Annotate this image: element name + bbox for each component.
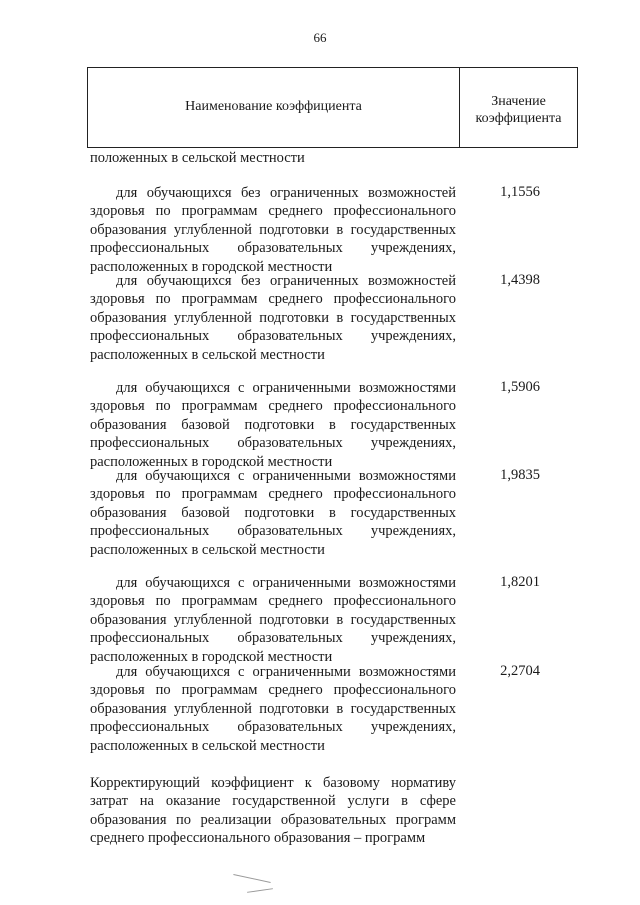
coefficient-value: 1,1556: [500, 184, 540, 200]
column-header-name: Наименование коэффициента: [185, 99, 362, 114]
scan-artifact: [233, 874, 270, 883]
coefficient-row-text: для обучающихся с ограниченными возможностями здоровья по программам среднего профессионального образования углубленной подготовки в государственных профессиональных образовательных учреждениях, расположенных в городской местности: [90, 575, 456, 665]
coefficient-row-text: для обучающихся без ограниченных возможностей здоровья по программам среднего профессионального образования углубленной подготовки в государственных профессиональных образовательных учреждениях, расположенных в городской местности: [90, 185, 456, 275]
coefficient-value: 1,5906: [500, 379, 540, 395]
scan-artifact: [247, 888, 273, 893]
coefficient-row-text: для обучающихся без ограниченных возможностей здоровья по программам среднего профессионального образования углубленной подготовки в государственных профессиональных образовательных учреждениях, расположенных в сельской местности: [90, 273, 456, 363]
column-header-value-line1: Значение: [491, 94, 546, 109]
column-header-value-line2: коэффициента: [475, 111, 562, 126]
coefficient-row-text: для обучающихся с ограниченными возможностями здоровья по программам среднего профессионального образования углубленной подготовки в государственных профессиональных образовательных учреждениях, расположенных в сельской местности: [90, 664, 456, 754]
coefficient-value: 1,9835: [500, 467, 540, 483]
closing-paragraph: Корректирующий коэффициент к базовому нормативу затрат на оказание государственной услуги в сфере образования по реализации образовательных программ среднего профессионального образования – программ: [90, 775, 456, 847]
coefficient-row-text: для обучающихся с ограниченными возможностями здоровья по программам среднего профессионального образования базовой подготовки в государственных профессиональных образовательных учреждениях, расположенных в сельской местности: [90, 468, 456, 558]
column-header-value: [460, 93, 577, 127]
coefficient-value: 1,4398: [500, 272, 540, 288]
coefficient-row-text: для обучающихся с ограниченными возможностями здоровья по программам среднего профессионального образования базовой подготовки в государственных профессиональных образовательных учреждениях, расположенных в городской местности: [90, 380, 456, 470]
page-number: 66: [313, 30, 327, 45]
coefficient-value: 2,2704: [500, 663, 540, 679]
coefficient-value: 1,8201: [500, 574, 540, 590]
continuation-text: положенных в сельской местности: [90, 150, 305, 166]
